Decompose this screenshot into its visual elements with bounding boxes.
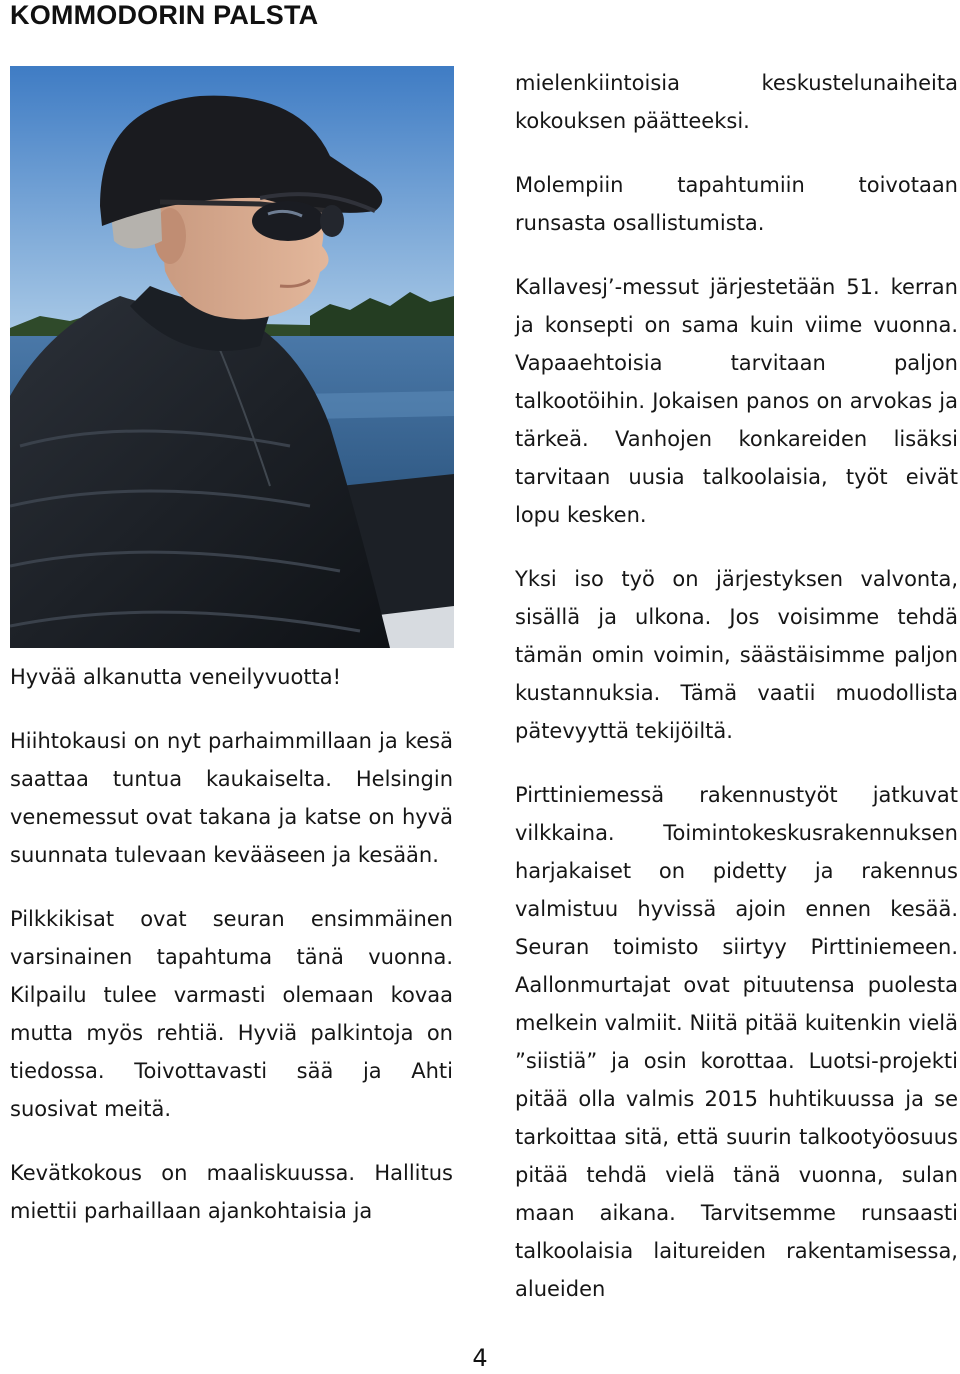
paragraph-greeting: Hyvää alkanutta veneilyvuotta! xyxy=(10,665,342,689)
paragraph-ice-fishing: Pilkkikisat ovat seuran ensimmäinen varsinainen tapahtuma tänä vuonna. Kilpailu tulee varmasti olemaan kovaa mutta myös rehtiä. Hyviä palkintoja on tiedossa. Toivottavasti sää ja Ahti suosivat meitä. xyxy=(10,907,453,1121)
paragraph-discussion-topics: mielenkiintoisia keskustelunaiheita kokouksen päätteeksi. xyxy=(515,71,958,133)
right-column xyxy=(515,64,958,1334)
commodore-photo-image xyxy=(10,66,454,648)
paragraph-spring-meeting: Kevätkokous on maaliskuussa. Hallitus miettii parhaillaan ajankohtaisia ja xyxy=(10,1161,453,1223)
commodore-photo xyxy=(10,66,454,648)
paragraph-ski-season: Hiihtokausi on nyt parhaimmillaan ja kesä saattaa tuntua kaukaiselta. Helsingin venemessut ovat takana ja katse on hyvä suunnata tulevaan kevääseen ja kesään. xyxy=(10,729,453,867)
page-title: KOMMODORIN PALSTA xyxy=(10,0,319,30)
paragraph-pirttiniemi: Pirttiniemessä rakennustyöt jatkuvat vilkkaina. Toimintokeskusrakennuksen harjakaiset on pidetty ja rakennus valmistuu hyvissä ajoin ennen kesää. Seuran toimisto siirtyy Pirttiniemeen. Aallonmurtajat ovat pituutensa puolesta melkein valmiit. Niitä pitää kuitenkin vielä ”siistiä” ja osin korottaa. Luotsi-projekti pitää olla valmis 2015 huhtikuussa ja se tarkoittaa sitä, että suurin talkootyöosuus pitää tehdä vielä tänä vuonna, sulan maan aikana. Tarvitsemme runsaasti talkoolaisia laitureiden rakentamisessa, alueiden xyxy=(515,783,958,1301)
paragraph-security: Yksi iso työ on järjestyksen valvonta, sisällä ja ulkona. Jos voisimme tehdä tämän omin voimin, säästäisimme paljon kustannuksia. Tämä vaatii muodollista pätevyyttä tekijöiltä. xyxy=(515,567,958,743)
page-number: 4 xyxy=(472,1344,488,1372)
left-column xyxy=(10,658,453,1256)
paragraph-participation: Molempiin tapahtumiin toivotaan runsasta osallistumista. xyxy=(515,173,958,235)
paragraph-kallavesj-fair: Kallavesj’-messut järjestetään 51. kerran ja konsepti on sama kuin viime vuonna. Vapaaehtoisia tarvitaan paljon talkootöihin. Jokaisen panos on arvokas ja tärkeä. Vanhojen konkareiden lisäksi tarvitaan uusia talkoolaisia, työt eivät lopu kesken. xyxy=(515,275,958,527)
